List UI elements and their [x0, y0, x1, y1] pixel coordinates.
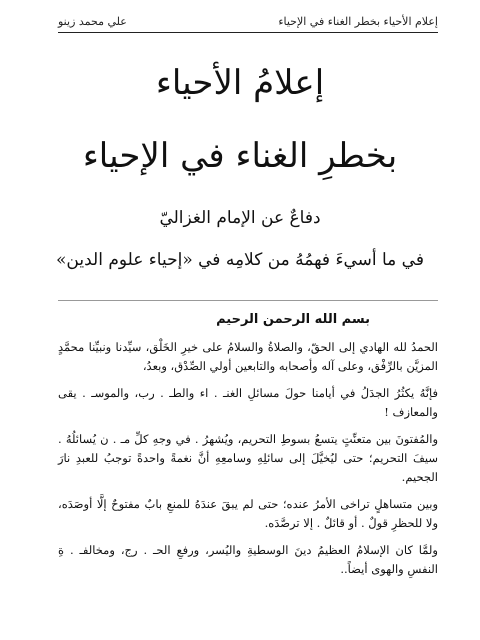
- body-text: [58, 338, 438, 587]
- book-title-line-1: إعلامُ الأحياء: [155, 63, 325, 103]
- header-author: علي محمد زينو: [58, 14, 127, 28]
- section-divider: [58, 300, 438, 301]
- paragraph: ولمَّا كان الإسلامُ العظيمُ دينَ الوسطيةِ واليُسر، ورفعِ الحـ . رج، ومخالفـ . ةِ النفسِ والهوى أيضاً..: [58, 543, 438, 576]
- header-divider: [58, 32, 438, 33]
- header-book-title: إعلام الأحياء بخطر الغناء في الإحياء: [278, 14, 438, 28]
- subtitle-line-1: دفاعٌ عن الإمام الغزاليّ: [159, 208, 321, 228]
- basmala: بسم الله الرحمن الرحيم: [216, 312, 370, 327]
- book-title-line-2: بخطرِ الغناء في الإحياء: [82, 136, 398, 176]
- subtitle-line-2: في ما أسيءَ فهمُهُ من كلامِه في «إحياء علوم الدين»: [56, 250, 424, 270]
- paragraph: والمُفتونَ بين متعنِّتٍ يتسعُ بسوطِ التحريم، ويُشهرُ . في وجهِ كلِّ مـ . ن يُسائلُهُ . سيفَ التحريم؛ حتى ليُخيَّلَ إلى سائلِهِ وسامعِهِ أنَّ نغمةً واحدةً توجبُ للعبدِ نارَ الجحيم.: [58, 432, 438, 484]
- paragraph: فإنَّهُ يكثُرُ الجدَلُ في أيامنا حولَ مسائلِ الغنـ . اء والطـ . رب، والموسـ . يقى والمعازف !: [58, 386, 438, 419]
- running-header: [58, 10, 438, 32]
- paragraph: وبين متساهلٍ تراخى الأمرُ عنده؛ حتى لم يبقَ عندَهُ للمنعِ بابٌ مفتوحٌ إلَّا أوصَدَه، ولا للحظرِ قولٌ . أو قائلٌ . إلا ترصَّدَه.: [58, 497, 438, 530]
- paragraph: الحمدُ لله الهادي إلى الحقّ، والصلاةُ والسلامُ على خيرِ الخَلْق، سيِّدنا ونبيِّنا محمَّدٍ المزيَّن بالرِّفْق، وعلى آله وأصحابه والتابعين أولي الصِّدْق، وبعدُ،: [58, 340, 438, 373]
